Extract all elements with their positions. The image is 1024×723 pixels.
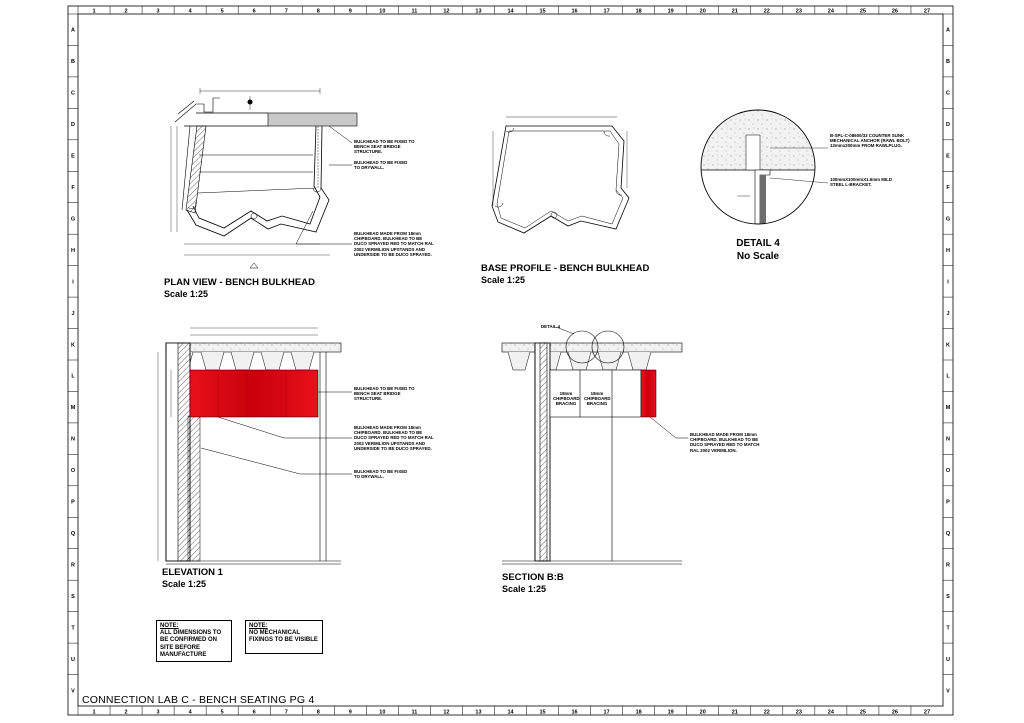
row-label: H: [946, 247, 950, 254]
base-profile-title: BASE PROFILE - BENCH BULKHEAD: [481, 263, 650, 274]
column-label: 3: [156, 709, 160, 716]
row-label: F: [946, 185, 950, 191]
row-label: S: [946, 593, 950, 600]
column-label: 2: [124, 8, 128, 15]
detail-4-scale: No Scale: [736, 251, 780, 262]
section-title: SECTION B:B: [502, 572, 564, 583]
column-label: 6: [252, 8, 256, 15]
section-note-material: BULKHEAD MADE FROM 18mm CHIPBOARD. BULKHEAD TO BE DUCO SPRAYED RED TO MATCH RAL 2002 VERMILION.: [690, 432, 760, 453]
note-heading: NOTE:: [160, 623, 179, 629]
row-label: Q: [945, 531, 951, 537]
note-text: ALL DIMENSIONS TO BE CONFIRMED ON SITE BEFORE MANUFACTURE: [160, 630, 222, 658]
section-brace-right: 18mm CHIPBOARD BRACING: [584, 391, 611, 407]
elev-note-drywall: BULKHEAD TO BE FIXED TO DRYWALL.: [354, 469, 408, 480]
row-label: F: [71, 185, 75, 191]
column-label: 2: [124, 709, 128, 716]
row-label: O: [945, 468, 951, 475]
row-label: M: [945, 405, 951, 412]
base-profile-drawing: [492, 117, 629, 233]
column-label: 27: [923, 8, 931, 15]
column-label: 4: [188, 709, 192, 716]
column-label: 17: [603, 8, 610, 15]
column-label: 24: [827, 8, 834, 15]
detail-anchor-note: B-SPL-C-08600/33 COUNTER SUNK MECHANICAL ANCHOR (RAWL BOLT) 12mmx200mm FROM RAWLPLUG.: [830, 133, 910, 149]
row-label: O: [70, 468, 76, 475]
column-label: 25: [859, 709, 866, 716]
row-label: A: [71, 27, 75, 34]
detail-4-drawing: [700, 110, 828, 224]
row-label: I: [72, 279, 74, 286]
row-label: T: [946, 625, 950, 632]
row-label: L: [71, 373, 75, 380]
column-label: 24: [827, 709, 834, 716]
column-label: 1: [92, 709, 96, 716]
plan-view-scale: Scale 1:25: [164, 289, 209, 299]
section-detail-tag: DETAIL 4: [541, 324, 561, 329]
elevation-scale: Scale 1:25: [162, 579, 207, 589]
elev-note-material: BULKHEAD MADE FROM 18mm CHIPBOARD. BULKHEAD TO BE DUCO SPRAYED RED TO MATCH RAL 2002 VERMILION UPSTANDS AND UNDERSIDE TO BE DUCO SPRAYED.: [354, 425, 434, 451]
plan-view-drawing: [171, 88, 357, 268]
row-label: N: [71, 436, 75, 443]
elev-note-bridge: BULKHEAD TO BE FIXED TO BENCH SEAT BRIDGE STRUCTURE.: [354, 386, 415, 402]
row-label: G: [70, 216, 76, 223]
note-box-fixings: [245, 620, 323, 654]
column-label: 5: [220, 709, 224, 716]
row-label: P: [946, 499, 950, 506]
column-label: 14: [507, 709, 514, 716]
detail-4-title: DETAIL 4: [736, 238, 780, 249]
row-label: V: [71, 688, 75, 695]
note-text: NO MECHANICAL FIXINGS TO BE VISIBLE: [249, 630, 318, 644]
detail-bracket-note: 100mmX100mmX1.6mm MILD STEEL L-BRACKET.: [830, 177, 892, 188]
row-label: E: [946, 153, 950, 160]
column-label: 10: [379, 8, 386, 15]
row-label: N: [946, 436, 950, 443]
column-label: 5: [220, 8, 224, 15]
row-label: B: [71, 59, 75, 66]
column-label: 18: [635, 8, 642, 15]
column-label: 27: [923, 709, 931, 716]
column-label: 1: [92, 8, 96, 15]
row-label: U: [946, 656, 950, 663]
column-label: 12: [443, 709, 450, 716]
column-label: 11: [411, 8, 418, 15]
plan-note-bridge: BULKHEAD TO BE FIXED TO BENCH SEAT BRIDGE STRUCTURE.: [354, 139, 415, 155]
row-label: K: [71, 342, 75, 349]
column-label: 25: [859, 8, 866, 15]
column-label: 26: [891, 8, 899, 15]
row-label: C: [71, 90, 75, 97]
row-label: Q: [70, 531, 76, 537]
row-label: H: [71, 247, 75, 254]
base-profile-scale: Scale 1:25: [481, 275, 526, 285]
row-label: M: [70, 405, 76, 412]
column-label: 19: [667, 8, 674, 15]
plan-view-title: PLAN VIEW - BENCH BULKHEAD: [164, 277, 315, 288]
row-label: S: [71, 593, 75, 600]
column-label: 9: [348, 8, 352, 15]
column-label: 3: [156, 8, 160, 15]
row-label: R: [946, 562, 950, 569]
column-label: 16: [571, 8, 578, 15]
column-label: 12: [443, 8, 450, 15]
column-label: 15: [539, 709, 546, 716]
row-label: R: [71, 562, 75, 569]
column-label: 17: [603, 709, 610, 716]
sheet-footer-title: CONNECTION LAB C - BENCH SEATING PG 4: [82, 694, 315, 706]
row-label: D: [946, 122, 950, 129]
row-label: J: [71, 310, 75, 317]
row-label: T: [71, 625, 75, 632]
row-label: J: [946, 310, 950, 317]
column-label: 6: [252, 709, 256, 716]
row-label: A: [946, 27, 950, 34]
column-label: 20: [699, 8, 706, 15]
section-bb-drawing: [502, 327, 688, 564]
column-label: 16: [571, 709, 578, 716]
row-label: V: [946, 688, 950, 695]
column-label: 13: [475, 709, 482, 716]
column-label: 22: [763, 709, 770, 716]
column-label: 11: [411, 709, 418, 716]
column-label: 18: [635, 709, 642, 716]
row-label: E: [71, 153, 75, 160]
column-label: 7: [284, 709, 288, 716]
column-label: 13: [475, 8, 482, 15]
column-label: 23: [795, 709, 802, 716]
column-label: 20: [699, 709, 706, 716]
column-label: 10: [379, 709, 386, 716]
row-label: P: [71, 499, 75, 506]
row-label: K: [946, 342, 950, 349]
row-label: L: [946, 373, 950, 380]
column-label: 21: [731, 8, 738, 15]
elevation-title: ELEVATION 1: [162, 567, 223, 578]
column-label: 8: [316, 8, 320, 15]
row-label: U: [71, 656, 75, 663]
plan-note-drywall: BULKHEAD TO BE FIXED TO DRYWALL.: [354, 160, 408, 171]
column-label: 19: [667, 709, 674, 716]
column-label: 14: [507, 8, 514, 15]
row-label: D: [71, 122, 75, 129]
column-label: 9: [348, 709, 352, 716]
elevation-1-drawing: [158, 328, 352, 564]
column-label: 4: [188, 8, 192, 15]
note-box-dimensions: [156, 620, 232, 662]
row-label: I: [947, 279, 949, 286]
note-heading: NOTE:: [249, 623, 268, 629]
column-label: 22: [763, 8, 770, 15]
column-label: 7: [284, 8, 288, 15]
section-brace-left: 18mm CHIPBOARD BRACING: [553, 391, 580, 407]
column-label: 23: [795, 8, 802, 15]
plan-note-material: BULKHEAD MADE FROM 18mm CHIPBOARD. BULKHEAD TO BE DUCO SPRAYED RED TO MATCH RAL 2002 VERMILION UPSTANDS AND UNDERSIDE TO BE DUCO SPRAYED.: [354, 231, 434, 257]
column-label: 15: [539, 8, 546, 15]
column-label: 21: [731, 709, 738, 716]
row-label: C: [946, 90, 950, 97]
row-label: G: [945, 216, 951, 223]
section-scale: Scale 1:25: [502, 584, 547, 594]
column-label: 26: [891, 709, 899, 716]
row-label: B: [946, 59, 950, 66]
column-label: 8: [316, 709, 320, 716]
